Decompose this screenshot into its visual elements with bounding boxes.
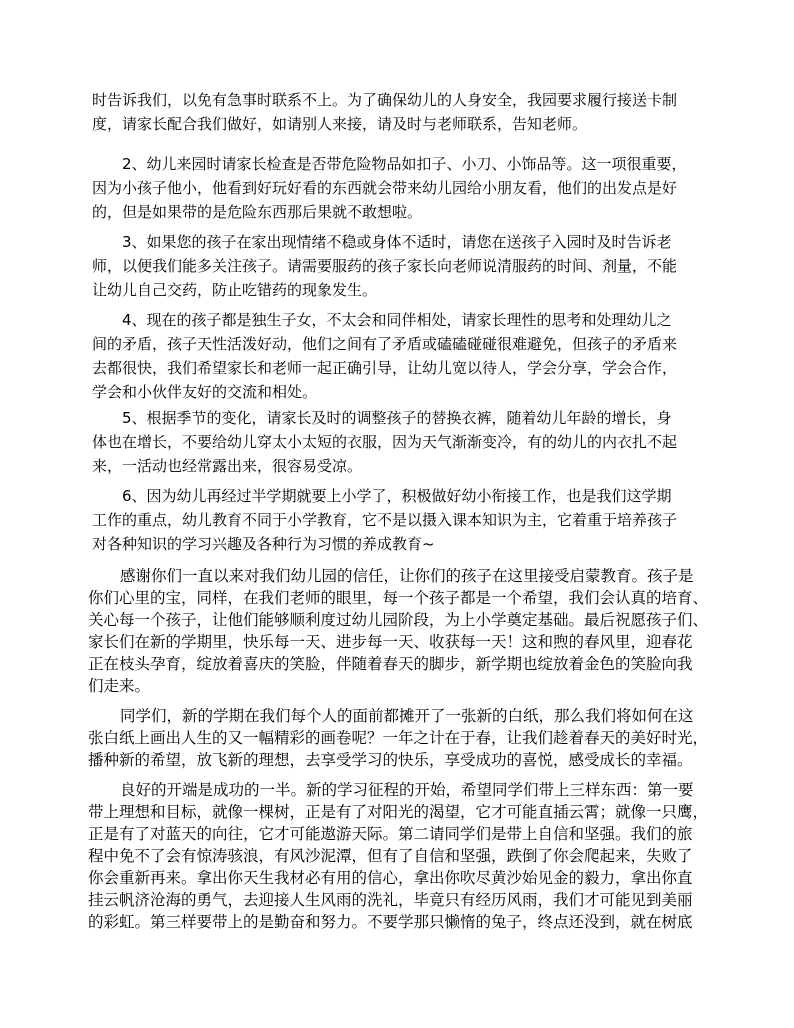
paragraph-students — [88, 705, 714, 771]
paragraph-good-start — [88, 779, 714, 933]
paragraph-item-3 — [92, 230, 712, 302]
text-line: 的彩虹。第三样要带上的是勤奋和努力。不要学那只懒惰的兔子，终点还没到，就在树底 — [88, 913, 693, 931]
text-line: 你们心里的宝，同样，在我们老师的眼里，每一个孩子都是一个希望，我们会认真的培育、 — [88, 589, 709, 607]
text-line: 4、现在的孩子都是独生子女，不太会和同伴相处，请家长理性的思考和处理幼儿之 — [122, 311, 672, 329]
text-line: 的，但是如果带的是危险东西那后果就不敢想啦。 — [92, 203, 423, 221]
text-line: 关心每一个孩子，让他们能够顺利度过幼儿园阶段，为上小学奠定基础。最后祝愿孩子们、 — [88, 611, 709, 629]
text-line: 因为小孩子他小，他看到好玩好看的东西就会带来幼儿园给小朋友看，他们的出发点是好 — [92, 179, 678, 197]
text-line: 5、根据季节的变化，请家长及时的调整孩子的替换衣裤，随着幼儿年龄的增长，身 — [122, 409, 672, 427]
text-line: 2、幼儿来园时请家长检查是否带危险物品如扣子、小刀、小饰品等。这一项很重要， — [122, 155, 687, 173]
text-line: 度，请家长配合我们做好，如请别人来接，请及时与老师联系，告知老师。 — [92, 115, 588, 133]
text-line: 学会和小伙伴友好的交流和相处。 — [92, 383, 318, 401]
paragraph-item-6 — [92, 484, 712, 556]
text-line: 间的矛盾，孩子天性活泼好动，他们之间有了矛盾或磕磕碰碰很难避免，但孩子的矛盾来 — [92, 335, 678, 353]
text-line: 师，以便我们能多关注孩子。请需要服药的孩子家长向老师说清服药的时间、剂量，不能 — [92, 257, 678, 275]
text-line: 来，一活动也经常露出来，很容易受凉。 — [92, 457, 363, 475]
text-line: 时告诉我们，以免有急事时联系不上。为了确保幼儿的人身安全，我园要求履行接送卡制 — [92, 91, 678, 109]
text-line: 工作的重点，幼儿教育不同于小学教育，它不是以摄入课本知识为主，它着重于培养孩子 — [92, 511, 678, 529]
text-line: 6、因为幼儿再经过半学期就要上小学了，积极做好幼小衔接工作，也是我们这学期 — [122, 487, 672, 505]
text-line: 对各种知识的学习兴趣及各种行为习惯的养成教育~ — [92, 535, 435, 553]
text-line: 3、如果您的孩子在家出现情绪不稳或身体不适时，请您在送孩子入园时及时告诉老 — [122, 233, 672, 251]
paragraph-item-2 — [92, 152, 712, 224]
text-line: 体也在增长，不要给幼儿穿太小太短的衣服，因为天气渐渐变冷，有的幼儿的内衣扎不起 — [92, 433, 678, 451]
text-line: 带上理想和目标，就像一棵树，正是有了对阳光的渴望，它才可能直插云霄；就像一只鹰， — [88, 803, 709, 821]
text-line: 播种新的希望，放飞新的理想，去享受学习的快乐，享受成功的喜悦，感受成长的幸福。 — [88, 751, 693, 769]
text-line: 同学们，新的学期在我们每个人的面前都摊开了一张新的白纸，那么我们将如何在这 — [120, 707, 694, 725]
text-line: 程中免不了会有惊涛骇浪，有风沙泥潭，但有了自信和坚强，跌倒了你会爬起来，失败了 — [88, 847, 693, 865]
text-line: 张白纸上画出人生的又一幅精彩的画卷呢？一年之计在于春，让我们趁着春天的美好时光， — [88, 729, 709, 747]
text-line: 们走来。 — [88, 677, 151, 695]
text-line: 家长们在新的学期里，快乐每一天、进步每一天、收获每一天！这和煦的春风里，迎春花 — [88, 633, 693, 651]
text-line: 正在枝头孕育，绽放着喜庆的笑脸，伴随着春天的脚步，新学期也绽放着金色的笑脸向我 — [88, 655, 693, 673]
text-line: 良好的开端是成功的一半。新的学习征程的开始，希望同学们带上三样东西：第一要 — [120, 781, 694, 799]
paragraph-item-4 — [92, 308, 712, 404]
text-line: 感谢你们一直以来对我们幼儿园的信任，让你们的孩子在这里接受启蒙教育。孩子是 — [120, 567, 694, 585]
text-line: 让幼儿自己交药，防止吃错药的现象发生。 — [92, 281, 378, 299]
text-line: 挂云帆济沧海的勇气，去迎接人生风雨的洗礼，毕竟只有经历风雨，我们才可能见到美丽 — [88, 891, 693, 909]
text-line: 去都很快，我们希望家长和老师一起正确引导，让幼儿宽以待人，学会分享，学会合作， — [92, 359, 678, 377]
text-line: 你会重新再来。拿出你天生我材必有用的信心，拿出你吹尽黄沙始见金的毅力，拿出你直 — [88, 869, 693, 887]
paragraph-item-5 — [92, 406, 712, 478]
paragraph-thanks — [88, 565, 714, 697]
paragraph-pickup-notice — [92, 88, 712, 136]
text-line: 正是有了对蓝天的向往，它才可能遨游天际。第二请同学们是带上自信和坚强。我们的旅 — [88, 825, 693, 843]
